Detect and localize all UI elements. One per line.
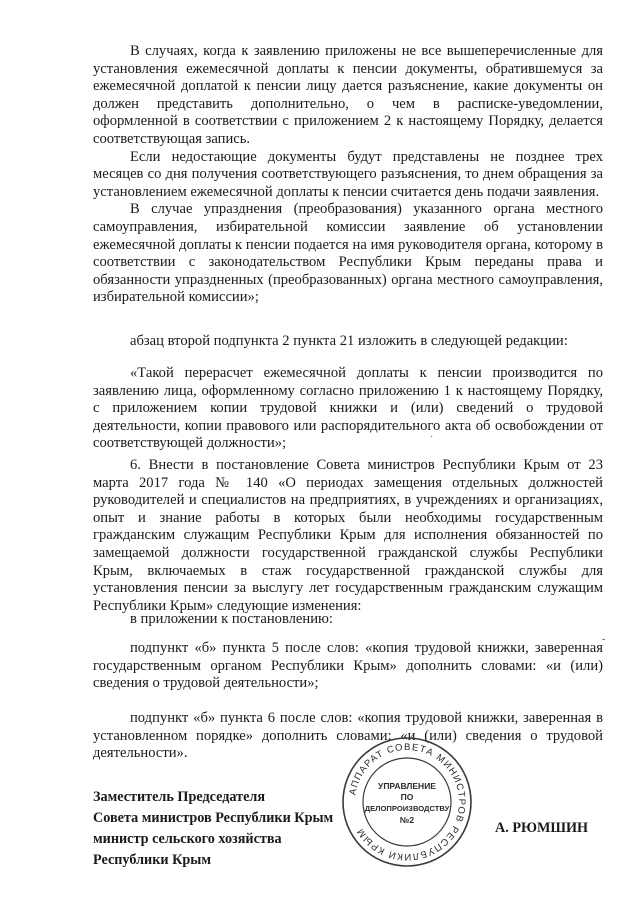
paragraph-1: В случаях, когда к заявлению приложены не все вышеперечисленные для установления ежемесячной доплаты к пенсии документы, обратившемуся за ежемесячной доплатой к пенсии лицу дается разъяснение, какие документы он должен представить дополнительно, о чем в расписке-уведомлении, оформленной в соответствии с приложением 2 к настоящему Порядку, делается соответствующая запись. — [93, 43, 603, 147]
paragraph-8: подпункт «б» пункта 5 после слов: «копия трудовой книжки, заверенная государственным органом Республики Крым» дополнить словами: «и (или) сведения о трудовой деятельности»; — [93, 640, 603, 692]
official-stamp — [340, 735, 474, 869]
signature-line-2: Совета министров Республики Крым — [93, 810, 334, 826]
paragraph-4: абзац второй подпункта 2 пункта 21 изложить в следующей редакции: — [130, 333, 568, 349]
paragraph-7: в приложении к постановлению: — [130, 611, 333, 627]
paragraph-3: В случае упразднения (преобразования) указанного органа местного самоуправления, избирательной комиссии заявление об установлении ежемесячной доплаты к пенсии подается на имя руководителя органа, которому в соответствии с законодательством Республики Крым переданы права и обязанности упраздненных (преобразованных) органа местного самоуправления, избирательной комиссии»; — [93, 201, 603, 306]
body-text-block-4 — [93, 457, 603, 615]
paragraph-2: Если недостающие документы будут представлены не позднее трех месяцев со дня получения соответствующего разъяснения, то днем обращения за установлением ежемесячной доплаты к пенсии считается день подачи заявления. — [93, 148, 603, 200]
paragraph-9: подпункт «б» пункта 6 после слов: «копия трудовой книжки, заверенная в установленном порядке» дополнить словами: «и (или) сведения о трудовой деятельности». — [93, 710, 603, 762]
signatory-name: А. РЮМШИН — [495, 820, 589, 836]
body-text-block-2 — [93, 333, 603, 351]
body-text-block-1 — [93, 43, 603, 307]
stamp-center-line1: УПРАВЛЕНИЕ — [378, 781, 436, 791]
signature-line-3: министр сельского хозяйства — [93, 831, 282, 847]
stamp-center-line4: №2 — [399, 815, 415, 825]
body-text-block-5 — [93, 611, 603, 629]
stamp-center-line3: ДЕЛОПРОИЗВОДСТВУ — [364, 804, 450, 813]
signature-line-4: Республики Крым — [93, 852, 212, 868]
scan-mark: - — [602, 634, 606, 645]
signature-block — [93, 787, 333, 871]
body-text-block-6 — [93, 640, 603, 693]
body-text-block-3 — [93, 365, 603, 453]
signature-line-1: Заместитель Председателя — [93, 789, 266, 805]
stamp-center-line2: ПО — [400, 792, 414, 802]
scan-dot: · — [430, 432, 434, 443]
paragraph-6-item: 6. Внести в постановление Совета министров Республики Крым от 23 марта 2017 года № 140 «О периодах замещения отдельных должностей руководителей и специалистов на предприятиях, в учреждениях и организациях, опыт и знание работы в которых были необходимы государственным гражданским служащим Республики Крым для исполнения обязанностей по замещаемой должности государственной гражданской службы Республики Крым, включаемых в стаж государственной гражданской службы для установления пенсии за выслугу лет государственным гражданским служащим Республики Крым» следующие изменения: — [93, 457, 603, 614]
stamp-ring-text: АППАРАТ СОВЕТА МИНИСТРОВ РЕСПУБЛИКИ КРЫМ — [347, 741, 468, 863]
paragraph-5-quote: «Такой перерасчет ежемесячной доплаты к пенсии производится по заявлению лица, оформленному согласно приложению 1 к настоящему Порядку, с приложением копии трудовой книжки и (или) сведений о трудовой деятельности, копии правового или распорядительного акта об освобождении от соответствующей должности»; — [93, 365, 603, 452]
